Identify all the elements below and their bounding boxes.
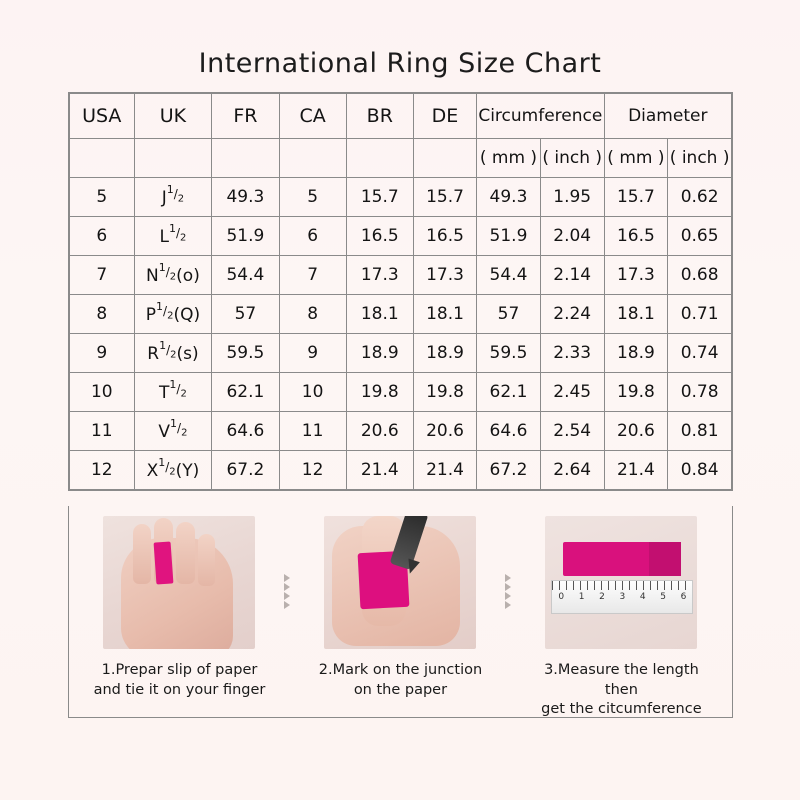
cell-circ-inch: 2.45 bbox=[540, 373, 604, 412]
column-header-fr: FR bbox=[212, 94, 279, 139]
cell-circ-inch: 2.33 bbox=[540, 334, 604, 373]
cell-fr: 49.3 bbox=[212, 178, 279, 217]
cell-dia-inch: 0.74 bbox=[668, 334, 732, 373]
cell-circ-mm: 49.3 bbox=[477, 178, 541, 217]
ruler-tick-2: 2 bbox=[599, 592, 605, 602]
cell-dia-mm: 16.5 bbox=[604, 217, 668, 256]
column-header-circumference: Circumference bbox=[477, 94, 604, 139]
cell-de: 17.3 bbox=[413, 256, 476, 295]
cell-circ-inch: 2.04 bbox=[540, 217, 604, 256]
ring-size-table bbox=[69, 93, 732, 490]
cell-uk: $V^1/_2$ bbox=[134, 412, 212, 451]
table-row bbox=[70, 256, 732, 295]
column-header-usa: USA bbox=[70, 94, 135, 139]
cell-circ-mm: 64.6 bbox=[477, 412, 541, 451]
step-3-caption-line2: get the citcumference bbox=[541, 701, 702, 718]
ruler-tick-5: 5 bbox=[660, 592, 667, 602]
cell-usa: 10 bbox=[70, 373, 135, 412]
cell-circ-mm: 62.1 bbox=[477, 373, 541, 412]
table-row bbox=[70, 217, 732, 256]
table-row bbox=[70, 334, 732, 373]
step-3-caption-line1: 3.Measure the length then bbox=[544, 662, 699, 698]
step-2-caption-line1: 2.Mark on the junction bbox=[318, 662, 483, 678]
cell-circ-mm: 57 bbox=[477, 295, 541, 334]
cell-dia-mm: 17.3 bbox=[604, 256, 668, 295]
column-header-br: BR bbox=[346, 94, 413, 139]
ruler-numbers bbox=[558, 592, 686, 602]
cell-fr: 59.5 bbox=[212, 334, 279, 373]
cell-fr: 62.1 bbox=[212, 373, 279, 412]
table-header-row bbox=[70, 94, 732, 139]
cell-de: 21.4 bbox=[413, 451, 476, 490]
unit-cell-dia-mm: ( mm ) bbox=[604, 139, 668, 178]
step-1-caption bbox=[84, 661, 274, 700]
cell-fr: 67.2 bbox=[212, 451, 279, 490]
cell-circ-inch: 1.95 bbox=[540, 178, 604, 217]
cell-circ-mm: 59.5 bbox=[477, 334, 541, 373]
cell-circ-mm: 54.4 bbox=[477, 256, 541, 295]
cell-usa: 11 bbox=[70, 412, 135, 451]
table-row bbox=[70, 373, 732, 412]
cell-circ-inch: 2.64 bbox=[540, 451, 604, 490]
cell-circ-inch: 2.54 bbox=[540, 412, 604, 451]
column-header-ca: CA bbox=[279, 94, 346, 139]
ruler-icon bbox=[551, 580, 693, 614]
cell-br: 21.4 bbox=[346, 451, 413, 490]
unit-cell-de bbox=[413, 139, 476, 178]
table-row bbox=[70, 451, 732, 490]
step-1 bbox=[69, 516, 290, 700]
unit-cell-usa bbox=[70, 139, 135, 178]
step-3-caption bbox=[526, 661, 716, 720]
cell-ca: 5 bbox=[279, 178, 346, 217]
cell-de: 16.5 bbox=[413, 217, 476, 256]
ruler-tick-1: 1 bbox=[578, 592, 585, 602]
cell-dia-mm: 18.1 bbox=[604, 295, 668, 334]
cell-de: 19.8 bbox=[413, 373, 476, 412]
table-row bbox=[70, 178, 732, 217]
cell-uk: $J^1/_2$ bbox=[134, 178, 212, 217]
cell-circ-mm: 51.9 bbox=[477, 217, 541, 256]
cell-fr: 64.6 bbox=[212, 412, 279, 451]
finger-marking-photo bbox=[324, 516, 476, 649]
cell-circ-mm: 67.2 bbox=[477, 451, 541, 490]
cell-de: 20.6 bbox=[413, 412, 476, 451]
cell-de: 18.9 bbox=[413, 334, 476, 373]
cell-ca: 7 bbox=[279, 256, 346, 295]
cell-br: 15.7 bbox=[346, 178, 413, 217]
cell-dia-inch: 0.62 bbox=[668, 178, 732, 217]
table-units-row bbox=[70, 139, 732, 178]
cell-ca: 9 bbox=[279, 334, 346, 373]
step-2-caption-line2: on the paper bbox=[353, 681, 448, 698]
cell-ca: 8 bbox=[279, 295, 346, 334]
table-row bbox=[70, 295, 732, 334]
cell-br: 17.3 bbox=[346, 256, 413, 295]
cell-dia-mm: 15.7 bbox=[604, 178, 668, 217]
unit-cell-dia-inch: ( inch ) bbox=[668, 139, 732, 178]
step-3 bbox=[511, 516, 732, 720]
cell-uk: $N^1/_2(o)$ bbox=[134, 256, 212, 295]
unit-cell-circ-inch: ( inch ) bbox=[540, 139, 604, 178]
cell-br: 18.1 bbox=[346, 295, 413, 334]
step-2 bbox=[290, 516, 511, 700]
cell-usa: 6 bbox=[70, 217, 135, 256]
arrow-right-icon-2 bbox=[497, 576, 519, 606]
cell-ca: 10 bbox=[279, 373, 346, 412]
ruler-tick-4: 4 bbox=[639, 592, 646, 602]
cell-br: 19.8 bbox=[346, 373, 413, 412]
cell-dia-mm: 20.6 bbox=[604, 412, 668, 451]
cell-usa: 9 bbox=[70, 334, 135, 373]
cell-dia-mm: 21.4 bbox=[604, 451, 668, 490]
cell-dia-inch: 0.78 bbox=[668, 373, 732, 412]
unit-cell-uk bbox=[134, 139, 212, 178]
cell-circ-inch: 2.24 bbox=[540, 295, 604, 334]
table-row bbox=[70, 412, 732, 451]
cell-uk: $P^1/_2(Q)$ bbox=[134, 295, 212, 334]
cell-uk: $T^1/_2$ bbox=[134, 373, 212, 412]
column-header-de: DE bbox=[413, 94, 476, 139]
cell-fr: 54.4 bbox=[212, 256, 279, 295]
step-1-caption-line1: 1.Prepar slip of paper bbox=[101, 662, 258, 678]
unit-cell-fr bbox=[212, 139, 279, 178]
column-header-diameter: Diameter bbox=[604, 94, 731, 139]
cell-fr: 51.9 bbox=[212, 217, 279, 256]
hand-with-paper-slip-photo bbox=[103, 516, 255, 649]
arrow-right-icon-1 bbox=[276, 576, 298, 606]
cell-ca: 12 bbox=[279, 451, 346, 490]
cell-dia-mm: 18.9 bbox=[604, 334, 668, 373]
cell-de: 18.1 bbox=[413, 295, 476, 334]
ruler-tick-6: 6 bbox=[680, 592, 687, 602]
cell-dia-inch: 0.65 bbox=[668, 217, 732, 256]
cell-ca: 6 bbox=[279, 217, 346, 256]
cell-ca: 11 bbox=[279, 412, 346, 451]
measurement-steps-section bbox=[68, 506, 733, 718]
cell-circ-inch: 2.14 bbox=[540, 256, 604, 295]
cell-dia-inch: 0.84 bbox=[668, 451, 732, 490]
cell-uk: $R^1/_2(s)$ bbox=[134, 334, 212, 373]
cell-br: 16.5 bbox=[346, 217, 413, 256]
page-title: International Ring Size Chart bbox=[198, 48, 602, 79]
table-body bbox=[70, 139, 732, 490]
cell-br: 18.9 bbox=[346, 334, 413, 373]
cell-de: 15.7 bbox=[413, 178, 476, 217]
cell-fr: 57 bbox=[212, 295, 279, 334]
step-2-caption bbox=[305, 661, 495, 700]
cell-usa: 8 bbox=[70, 295, 135, 334]
cell-dia-mm: 19.8 bbox=[604, 373, 668, 412]
step-1-caption-line2: and tie it on your finger bbox=[93, 681, 266, 698]
ruler-tick-3: 3 bbox=[619, 592, 626, 602]
cell-dia-inch: 0.81 bbox=[668, 412, 732, 451]
cell-br: 20.6 bbox=[346, 412, 413, 451]
column-header-uk: UK bbox=[134, 94, 212, 139]
cell-usa: 12 bbox=[70, 451, 135, 490]
cell-dia-inch: 0.71 bbox=[668, 295, 732, 334]
cell-usa: 5 bbox=[70, 178, 135, 217]
ring-size-table-container bbox=[68, 92, 733, 491]
ruler-tick-0: 0 bbox=[558, 592, 565, 602]
cell-uk: $X^1/_2(Y)$ bbox=[134, 451, 212, 490]
table-header bbox=[70, 94, 732, 139]
unit-cell-ca bbox=[279, 139, 346, 178]
ruler-measuring-photo bbox=[545, 516, 697, 649]
cell-usa: 7 bbox=[70, 256, 135, 295]
cell-uk: $L^1/_2$ bbox=[134, 217, 212, 256]
cell-dia-inch: 0.68 bbox=[668, 256, 732, 295]
unit-cell-br bbox=[346, 139, 413, 178]
unit-cell-circ-mm: ( mm ) bbox=[477, 139, 541, 178]
